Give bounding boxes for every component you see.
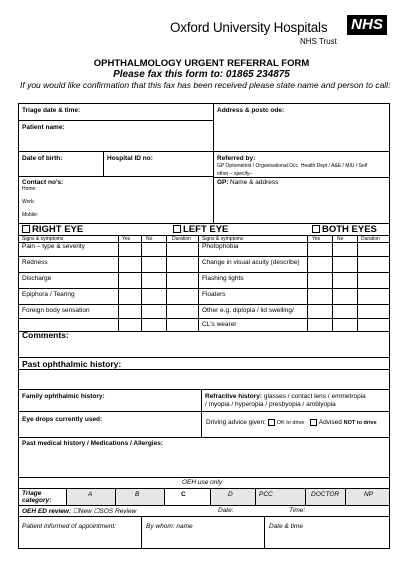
nhs-logo: NHS (347, 15, 387, 35)
no-header-right: No (146, 236, 153, 242)
duration-header-left: Duration (361, 236, 380, 242)
rule (103, 151, 104, 176)
triage-date-label: Triage date & time: (22, 107, 81, 114)
rule (18, 389, 390, 390)
category-pcc: PCC (259, 491, 273, 498)
right-symptom-row: Redness (22, 259, 48, 266)
review-date-label: Date: (218, 507, 234, 514)
rule (307, 235, 308, 331)
category-cell-c[interactable] (164, 489, 210, 505)
triage-label: Triage (22, 490, 42, 497)
gp-sublabel: Name & address (230, 179, 279, 186)
rule (118, 235, 119, 331)
left-symptom-row: CL's wearer (202, 321, 237, 328)
signs-header-right: Signs & symptoms (22, 236, 64, 242)
fax-number: Please fax this form to: 01865 234875 (113, 69, 290, 80)
rule (332, 235, 333, 331)
family-history-label: Family ophthalmic history: (22, 393, 105, 400)
rule (18, 477, 390, 478)
comments-label: Comments: (22, 330, 69, 340)
refractive-options-2: / myopia / hyperopia / presbyopia / amblyopia (205, 401, 336, 408)
rule (357, 235, 358, 331)
right-symptom-row: Discharge (22, 275, 52, 282)
category-a: A (88, 491, 93, 498)
home-label: Home: (22, 186, 37, 192)
driving-advice (206, 419, 377, 426)
category-b: B (135, 491, 140, 498)
address-label: Address & postc ode: (217, 107, 285, 114)
rule (18, 103, 19, 549)
right-symptom-row: Pain – type & severity (22, 243, 85, 250)
rule (18, 272, 390, 273)
category-cell-b[interactable] (115, 489, 164, 505)
refractive-label: Refractive history: (205, 393, 263, 400)
right-eye-checkbox[interactable] (22, 225, 30, 233)
category-label: category: (22, 497, 52, 504)
rule (141, 235, 142, 331)
rule (201, 389, 202, 437)
rule (18, 151, 390, 152)
oeh-use-only: OEH use only (182, 479, 223, 486)
mobile-label: Mobile: (22, 212, 39, 218)
date-time-label: Date & time (269, 523, 303, 530)
rule (141, 516, 142, 549)
rule (18, 516, 390, 517)
ed-review-options: ☐New ☐SOS Review (72, 508, 137, 515)
right-symptom-row: Epiphora / Tearing (22, 291, 75, 298)
org-name: Oxford University Hospitals (170, 20, 328, 35)
rule (18, 505, 390, 506)
left-eye-option[interactable] (173, 224, 228, 235)
ed-review-label: OEH ED review: (22, 508, 72, 515)
rule (389, 103, 390, 549)
by-whom-label: By whom: name (146, 523, 193, 530)
left-eye-label: LEFT EYE (183, 224, 229, 235)
medical-history-label: Past medical history / Medications / Allergies: (22, 440, 163, 447)
not-to-drive-checkbox[interactable] (310, 419, 317, 426)
rule (305, 488, 306, 505)
gp-label: GP: (217, 179, 229, 186)
rule (345, 488, 346, 505)
category-doctor: DOCTOR (311, 491, 340, 498)
rule (18, 437, 390, 438)
yes-header-right: Yes (122, 236, 131, 242)
rule (164, 488, 165, 505)
left-eye-checkbox[interactable] (173, 225, 181, 233)
right-eye-option[interactable] (22, 224, 83, 235)
rule (18, 304, 390, 305)
refractive-options-1: glasses / contact lens / emmetropia (263, 393, 366, 400)
rule (18, 411, 390, 412)
hospital-id-label: Hospital ID no: (107, 155, 153, 162)
ok-to-drive-label: OK to drive (276, 420, 305, 427)
trust-name: NHS Trust (300, 37, 337, 46)
category-np: NP (364, 491, 374, 498)
confirmation-note: If you would like confirmation that this fax has been received please state name and person to call: (20, 80, 391, 90)
rule (198, 235, 199, 331)
rule (166, 235, 167, 331)
yes-header-left: Yes (312, 236, 321, 242)
patient-name-label: Patient name: (22, 124, 65, 131)
rule (213, 103, 214, 223)
right-eye-label: RIGHT EYE (32, 224, 84, 235)
rule (18, 120, 213, 121)
left-symptom-row: Change in visual acuity (describe) (202, 259, 300, 266)
rule (18, 331, 390, 332)
refractive-line-1 (205, 393, 366, 400)
advised-label: Advised (318, 419, 342, 427)
patient-informed-label: Patient informed of appointment: (22, 523, 116, 530)
contact-label: Contact no's: (22, 179, 64, 186)
no-header-left: No (337, 236, 344, 242)
referred-other: other – specify– (217, 171, 253, 177)
both-eyes-label: BOTH EYES (322, 224, 377, 235)
rule (66, 488, 67, 505)
rule (115, 488, 116, 505)
rule (18, 548, 390, 549)
rule (18, 288, 390, 289)
dob-label: Date of birth: (22, 155, 63, 162)
driving-label: Driving advice given: (206, 419, 266, 427)
ed-review (22, 507, 136, 515)
past-ophthalmic-label: Past ophthalmic history: (22, 359, 122, 369)
right-symptom-row: Foreign body sensation (22, 307, 90, 314)
left-symptom-row: Floaters (202, 291, 226, 298)
both-eyes-checkbox[interactable] (312, 225, 320, 233)
duration-header-right: Duration (172, 236, 191, 242)
form-title: OPHTHALMOLOGY URGENT REFERRAL FORM (93, 58, 310, 69)
signs-header-left: Signs & symptoms (202, 236, 244, 242)
rule (18, 256, 390, 257)
eye-drops-label: Eye drops currently used: (22, 416, 103, 423)
category-c: C (181, 491, 186, 498)
rule (18, 357, 390, 358)
rule (213, 177, 390, 178)
ok-to-drive-checkbox[interactable] (268, 419, 275, 426)
referred-by-label: Referred by: (217, 155, 256, 162)
rule (18, 318, 390, 319)
work-label: Work: (22, 199, 35, 205)
left-symptom-row: Flashing lights (202, 275, 244, 282)
left-symptom-row: Photophobia (202, 243, 239, 250)
rule (18, 103, 390, 104)
review-time-label: Time: (289, 507, 306, 514)
rule (264, 516, 265, 549)
left-symptom-row: Other e.g. diplopia / lid swelling/ (202, 307, 294, 314)
rule (18, 369, 390, 370)
category-d: D (228, 491, 233, 498)
both-eyes-option[interactable] (312, 224, 377, 235)
not-to-drive-label: NOT to drive (343, 420, 377, 427)
rule (210, 488, 211, 505)
rule (255, 488, 256, 505)
rule (18, 176, 213, 177)
referred-options: GP Optometrist / Organisational.Occ. Health Dept / A&E / MIU / Self (217, 163, 368, 169)
